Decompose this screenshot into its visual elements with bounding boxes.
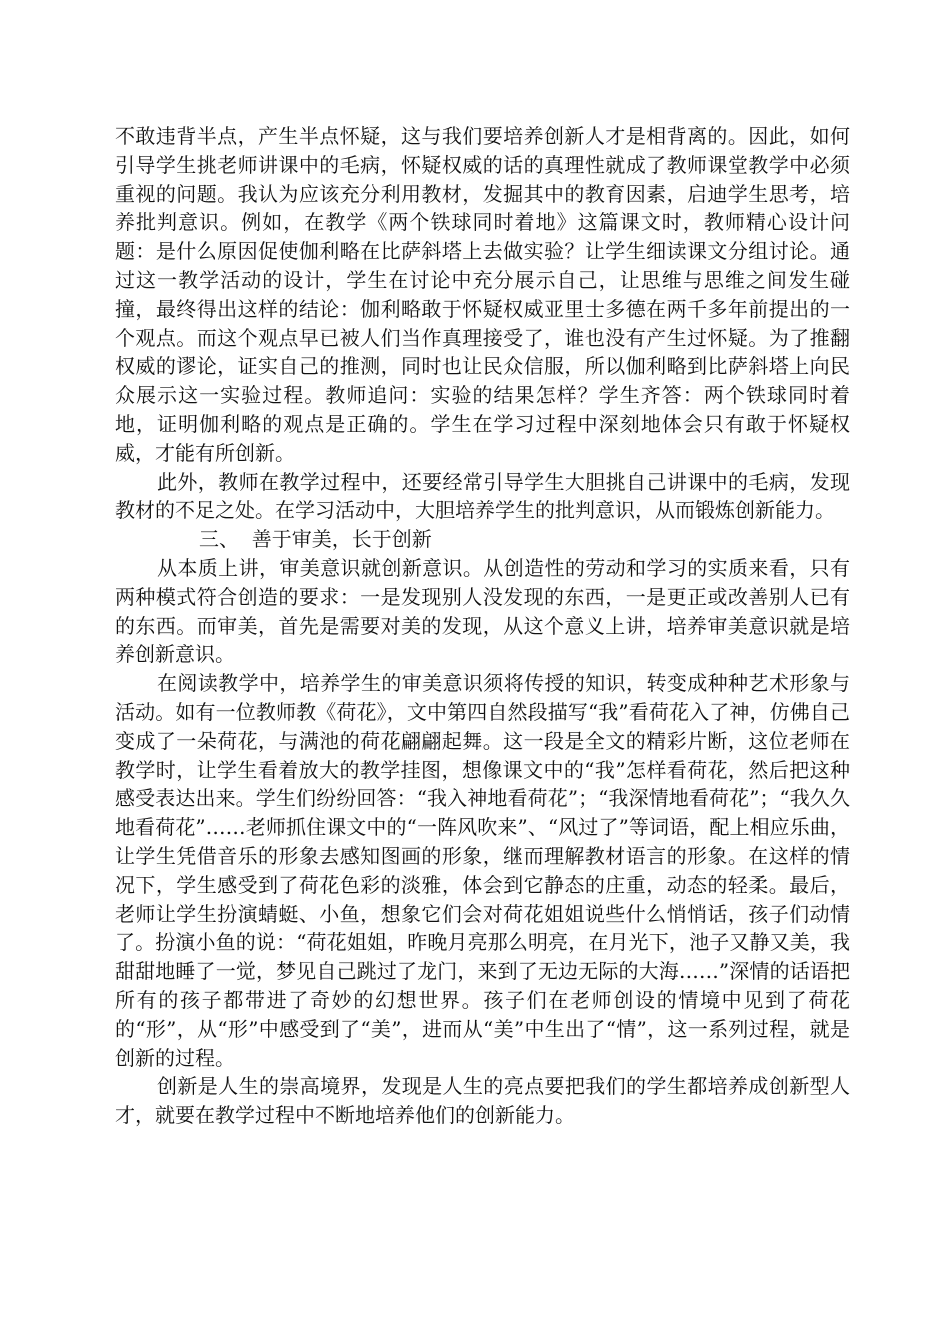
paragraph-aesthetic-awareness: 从本质上讲，审美意识就创新意识。从创造性的劳动和学习的实质来看，只有两种模式符合创造的要求：一是发现别人没发现的东西，一是更正或改善别人已有的东西。而审美，首先是需要对美的发现，从这个意义上讲，培养审美意识就是培养创新意识。 <box>115 555 850 667</box>
paragraph-questioning-authority: 不敢违背半点，产生半点怀疑，这与我们要培养创新人才是相背离的。因此，如何引导学生挑老师讲课中的毛病，怀疑权威的话的真理性就成了教师课堂教学中必须重视的问题。我认为应该充分利用教材，发掘其中的教育因素，启迪学生思考，培养批判意识。例如，在教学《两个铁球同时着地》这篇课文时，教师精心设计问题：是什么原因促使伽利略在比萨斜塔上去做实验？让学生细读课文分组讨论。通过这一教学活动的设计，学生在讨论中充分展示自己，让思维与思维之间发生碰撞，最终得出这样的结论：伽利略敢于怀疑权威亚里士多德在两千多年前提出的一个观点。而这个观点早已被人们当作真理接受了，谁也没有产生过怀疑。为了推翻权威的谬论，证实自己的推测，同时也让民众信服，所以伽利略到比萨斜塔上向民众展示这一实验过程。教师追问：实验的结果怎样？学生齐答：两个铁球同时着地，证明伽利略的观点是正确的。学生在学习过程中深刻地体会只有敢于怀疑权威，才能有所创新。 <box>115 124 850 465</box>
section-heading-aesthetics: 三、 善于审美，长于创新 <box>199 527 432 552</box>
paragraph-lotus-lesson: 在阅读教学中，培养学生的审美意识须将传授的知识，转变成种种艺术形象与活动。如有一位教师教《荷花》，文中第四自然段描写“我”看荷花入了神，仿佛自己变成了一朵荷花，与满池的荷花翩翩起舞。这一段是全文的精彩片断，这位老师在教学时，让学生看着放大的教学挂图，想像课文中的“我”怎样看荷花，然后把这种感受表达出来。学生们纷纷回答：“我入神地看荷花”；“我深情地看荷花”；“我久久地看荷花”……老师抓住课文中的“一阵风吹来”、“风过了”等词语，配上相应乐曲，让学生凭借音乐的形象去感知图画的形象，继而理解教材语言的形象。在这样的情况下，学生感受到了荷花色彩的淡雅，体会到它静态的庄重，动态的轻柔。最后，老师让学生扮演蜻蜓、小鱼，想象它们会对荷花姐姐说些什么悄悄话，孩子们动情了。扮演小鱼的说：“荷花姐姐，昨晚月亮那么明亮，在月光下，池子又静又美，我甜甜地睡了一觉，梦见自己跳过了龙门，来到了无边无际的大海……”深情的话语把所有的孩子都带进了奇妙的幻想世界。孩子们在老师创设的情境中见到了荷花的“形”，从“形”中感受到了“美”，进而从“美”中生出了“情”，这一系列过程，就是创新的过程。 <box>115 671 850 1070</box>
document-body <box>115 122 850 1130</box>
paragraph-teacher-critique: 此外，教师在教学过程中，还要经常引导学生大胆挑自己讲课中的毛病，发现教材的不足之处。在学习活动中，大胆培养学生的批判意识，从而锻炼创新能力。 <box>115 469 850 523</box>
paragraph-conclusion: 创新是人生的崇高境界，发现是人生的亮点要把我们的学生都培养成创新型人才，就要在教学过程中不断地培养他们的创新能力。 <box>115 1074 850 1128</box>
